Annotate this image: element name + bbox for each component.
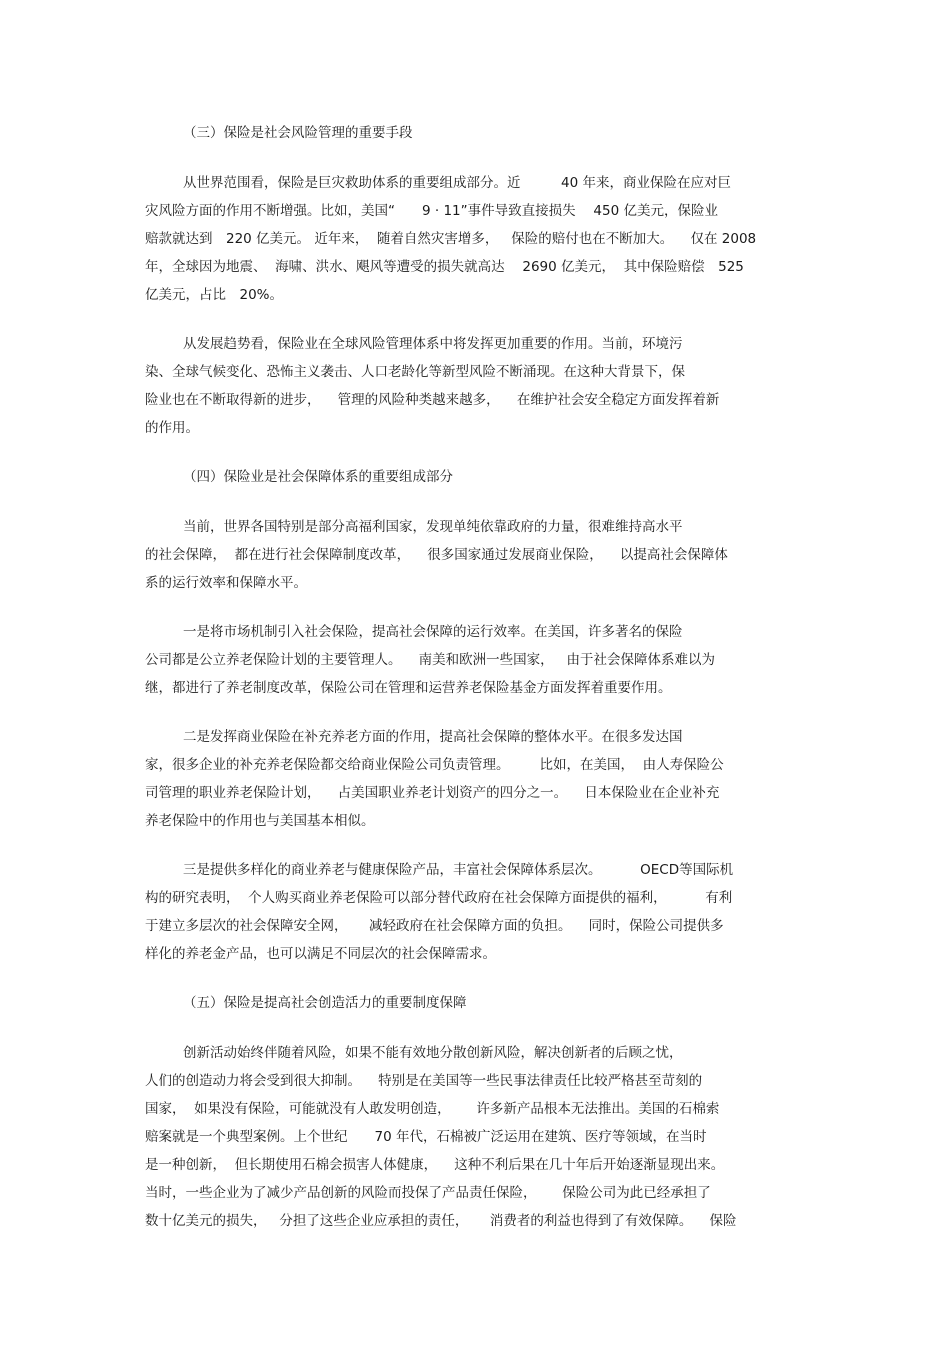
paragraph-line: 养老保险中的作用也与美国基本相似。 [145,813,375,829]
paragraph-line: 赔款就达到 220 亿美元。 近年来， 随着自然灾害增多， 保险的赔付也在不断加大。 仅在 2008 [145,231,757,247]
paragraph-line: 的社会保障， 都在进行社会保障制度改革， 很多国家通过发展商业保险， 以提高社会保障体 [145,547,728,563]
paragraph-line: 二是发挥商业保险在补充养老方面的作用，提高社会保障的整体水平。在很多发达国 [183,729,683,745]
paragraph-line: 险业也在不断取得新的进步， 管理的风险种类越来越多， 在维护社会安全稳定方面发挥着新 [145,392,720,408]
paragraph-line: 家，很多企业的补充养老保险都交给商业保险公司负责管理。 比如，在美国， 由人寿保险公 [145,757,724,773]
paragraph-line: 创新活动始终伴随着风险，如果不能有效地分散创新风险，解决创新者的后顾之忧， [183,1045,683,1061]
paragraph-line: 一是将市场机制引入社会保险，提高社会保障的运行效率。在美国，许多著名的保险 [183,624,683,640]
paragraph-line: 数十亿美元的损失， 分担了这些企业应承担的责任， 消费者的利益也得到了有效保障。 保险 [145,1213,737,1229]
paragraph-line: 年，全球因为地震、 海啸、洪水、飓风等遭受的损失就高达 2690 亿美元， 其中保险赔偿 525 [145,259,744,275]
paragraph-line: 司管理的职业养老保险计划， 占美国职业养老计划资产的四分之一。 日本保险业在企业补充 [145,785,720,801]
paragraph-line: 人们的创造动力将会受到很大抑制。 特别是在美国等一些民事法律责任比较严格甚至苛刻的 [145,1073,703,1089]
section-heading-4: （四）保险业是社会保障体系的重要组成部分 [183,469,453,485]
paragraph-line: 样化的养老金产品，也可以满足不同层次的社会保障需求。 [145,946,496,962]
paragraph-line: 继，都进行了养老制度改革，保险公司在管理和运营养老保险基金方面发挥着重要作用。 [145,680,672,696]
paragraph-line: 于建立多层次的社会保障安全网， 减轻政府在社会保障方面的负担。 同时，保险公司提供多 [145,918,724,934]
paragraph-line: 从世界范围看，保险是巨灾救助体系的重要组成部分。近 40 年来，商业保险在应对巨 [183,175,731,191]
paragraph-line: 从发展趋势看，保险业在全球风险管理体系中将发挥更加重要的作用。当前，环境污 [183,336,683,352]
paragraph-line: 当时，一些企业为了减少产品创新的风险而投保了产品责任保险， 保险公司为此已经承担了 [145,1185,711,1201]
paragraph-line: 三是提供多样化的商业养老与健康保险产品，丰富社会保障体系层次。 OECD等国际机 [183,862,734,878]
paragraph-line: 染、全球气候变化、恐怖主义袭击、人口老龄化等新型风险不断涌现。在这种大背景下，保 [145,364,685,380]
paragraph-line: 当前，世界各国特别是部分高福利国家，发现单纯依靠政府的力量，很难维持高水平 [183,519,683,535]
paragraph-line: 公司都是公立养老保险计划的主要管理人。 南美和欧洲一些国家， 由于社会保障体系难以为 [145,652,716,668]
section-heading-3: （三）保险是社会风险管理的重要手段 [183,125,413,141]
paragraph-line: 构的研究表明， 个人购买商业养老保险可以部分替代政府在社会保障方面提供的福利， 有利 [145,890,733,906]
paragraph-line: 亿美元，占比 20%。 [145,287,284,303]
paragraph-line: 系的运行效率和保障水平。 [145,575,307,591]
paragraph-line: 赔案就是一个典型案例。上个世纪 70 年代，石棉被广泛运用在建筑、医疗等领域，在当时 [145,1129,707,1145]
paragraph-line: 灾风险方面的作用不断增强。比如，美国“ 9 · 11”事件导致直接损失 450 亿美元，保险业 [145,203,718,219]
paragraph-line: 是一种创新， 但长期使用石棉会损害人体健康， 这种不利后果在几十年后开始逐渐显现出来。 [145,1157,725,1173]
section-heading-5: （五）保险是提高社会创造活力的重要制度保障 [183,995,467,1011]
paragraph-line: 国家， 如果没有保险，可能就没有人敢发明创造， 许多新产品根本无法推出。美国的石棉索 [145,1101,720,1117]
paragraph-line: 的作用。 [145,420,199,436]
